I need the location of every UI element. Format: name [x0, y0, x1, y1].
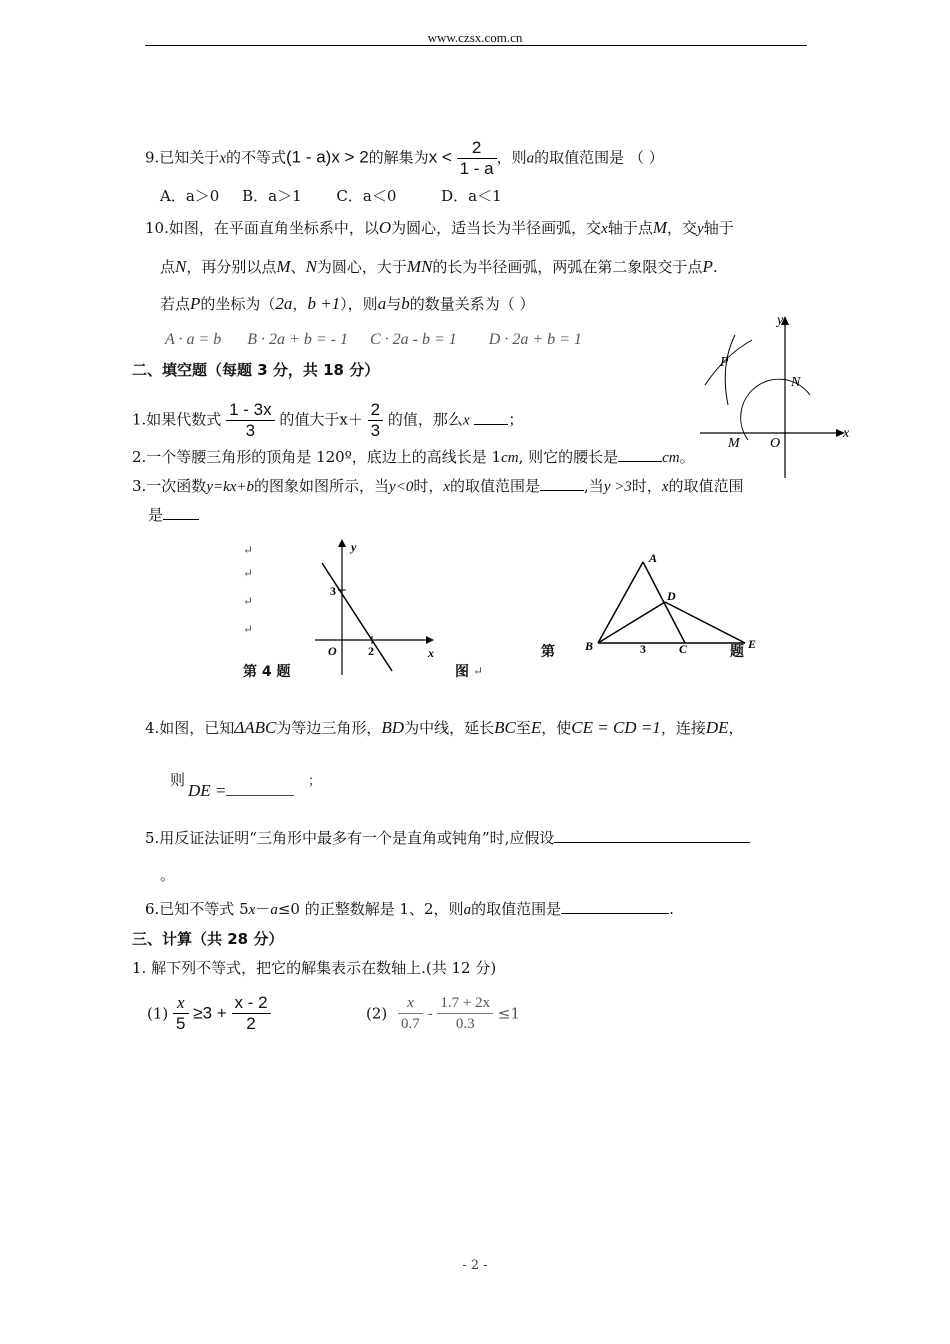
q9-var: a: [526, 150, 535, 167]
q10-line3: 若点P的坐标为（2a，b +1），则a与b的数量关系为（ ）: [160, 294, 535, 313]
fill-5: 5.用反证法证明“三角形中最多有一个是直角或钝角”时,应假设: [145, 828, 750, 848]
q10-option-b: B · 2a + b = - 1: [247, 331, 348, 348]
side-ab: [598, 562, 643, 643]
fig10-n-label: N: [791, 375, 801, 390]
return-mark: ↵: [243, 622, 254, 636]
q9-text: 9.已知关于: [145, 148, 220, 167]
q10-line2: 点N，再分别以点M、N为圆心，大于MN的长为半径画弧，两弧在第二象限交于点P.: [160, 257, 718, 276]
q9-text: ，则: [496, 148, 527, 167]
fig10-m-label: M: [728, 436, 740, 451]
tri-caption-b: 题: [730, 644, 744, 660]
q10-figure: [690, 310, 860, 480]
q9-option-a: A．a＞0: [160, 187, 220, 205]
segment-de: [665, 602, 745, 643]
q10-option-c: C · 2a - b = 1: [369, 331, 457, 348]
graph-y-label: y: [351, 540, 357, 554]
tri-label-a: A: [649, 551, 658, 565]
calc-1-text: 1. 解下列不等式，把它的解集表示在数轴上.(共 12 分): [132, 959, 497, 977]
return-mark: ↵: [243, 594, 254, 608]
q9-inequality: (1 - a)x > 2: [286, 147, 369, 167]
tri-caption-a: 第: [541, 644, 555, 660]
calc-1-p1-frac-2: $\frac{x - 2}{2}$: [232, 993, 271, 1034]
q9-option-b: B．a＞1: [242, 187, 302, 205]
arc-from-m: [725, 335, 735, 405]
fill-4-blank[interactable]: [226, 781, 294, 796]
q9-text: 的取值范围是 （ ）: [534, 148, 664, 167]
q9-text: 的不等式: [225, 148, 286, 167]
fill-5-blank[interactable]: [554, 828, 750, 843]
graph-x-arrow: [426, 636, 434, 644]
tri-label-b: B: [585, 639, 594, 653]
calc-1-p2-frac-2: $\frac{1.7 + 2x}{0.3}$: [437, 993, 493, 1034]
fill-3-blank-1[interactable]: [540, 476, 584, 491]
fig10-p-label: P: [720, 355, 729, 370]
tri-label-c: C: [679, 642, 688, 656]
calc-1-problem-1: (1) $\frac{x}{5}$ ≥3 + $\frac{x - 2}{2}$: [147, 993, 271, 1034]
fill-1-blank[interactable]: [474, 410, 508, 425]
q10-options: [165, 330, 582, 350]
q9-solution: x <: [428, 147, 452, 167]
fill-5-end: 。: [160, 866, 176, 884]
q9-text: 的解集为: [368, 148, 429, 167]
q9-options: [160, 186, 502, 206]
q10-line1: 10.如图，在平面直角坐标系中，以O为圆心，适当长为半径画弧，交x轴于点M，交y轴于: [145, 218, 734, 237]
linear-graph: [300, 535, 445, 680]
section-2-title: 二、填空题（每题 3 分，共 18 分）: [132, 361, 380, 379]
graph-caption: 第 4 题: [243, 664, 291, 680]
graph-x-label: x: [428, 646, 434, 660]
fig10-x-label: x: [843, 426, 850, 441]
page-number: - 2 -: [462, 1258, 488, 1273]
calc-1-p2-frac-1: $\frac{x}{0.7}$: [398, 993, 423, 1034]
return-mark: ↵: [473, 664, 484, 678]
q9-fraction: $\frac{2}{1 - a}$: [457, 138, 497, 179]
graph-2-label: 2: [368, 644, 374, 658]
fill-6-blank[interactable]: [561, 899, 669, 914]
header-rule: [145, 45, 807, 46]
return-mark: ↵: [243, 543, 254, 557]
tri-label-3: 3: [640, 642, 646, 656]
fill-3: 3.一次函数y=kx+b的图象如图所示，当y<0时，x的取值范围是 ,当y >3时，x的取值范围: [132, 477, 744, 495]
graph-caption-2: 图: [455, 664, 469, 680]
fill-2-blank[interactable]: [618, 447, 662, 462]
q10-option-a: A · a = b: [165, 331, 222, 348]
fig10-o-label: O: [770, 436, 781, 451]
fill-3-cont: 是: [148, 505, 199, 525]
fill-1: 1.如果代数式 $\frac{1 - 3x}{3}$ 的值大于x＋ $\frac{2}{3}$ 的值，那么x ；: [132, 400, 524, 440]
graph-o-label: O: [328, 644, 337, 658]
fig10-y-label: y: [777, 313, 784, 328]
tri-label-d: D: [667, 589, 676, 603]
tri-label-e: E: [748, 637, 757, 651]
header-url: www.czsx.com.cn: [427, 30, 523, 45]
fill-4-semicolon: ；: [308, 774, 322, 789]
calc-1-p1-frac-1: $\frac{x}{5}$: [173, 993, 188, 1034]
q9-line: [145, 138, 664, 179]
fill-4: 4.如图，已知ΔABC为等边三角形，BD为中线，延长BC至E，使CE = CD =1，连接DE，: [145, 718, 744, 737]
graph-3-label: 3: [330, 584, 336, 598]
q9-option-d: D．a＜1: [441, 187, 502, 205]
section-3-title: 三、计算（共 28 分）: [132, 930, 284, 948]
calc-1-problem-2: (2) $\frac{x}{0.7}$ - $\frac{1.7 + 2x}{0.3}$ ≤1: [366, 995, 521, 1032]
fill-2: 2.一个等腰三角形的顶角是 120º，底边上的高线长是 1cm, 则它的腰长是 cm。: [132, 448, 695, 466]
q9-var: x: [219, 150, 226, 167]
q10-option-d: D · 2a + b = 1: [488, 331, 582, 348]
fill-1-fraction-2: $\frac{2}{3}$: [368, 400, 383, 441]
fill-4-then: 则: [170, 771, 186, 789]
fill-4-answer: DE =: [188, 781, 294, 801]
fill-6: 6.已知不等式 5x－a≤0 的正整数解是 1、2，则a的取值范围是 .: [145, 900, 674, 918]
fill-1-fraction: $\frac{1 - 3x}{3}$: [226, 400, 275, 441]
return-mark: ↵: [243, 566, 254, 580]
fill-3-blank-2[interactable]: [163, 505, 199, 520]
segment-bd: [598, 602, 665, 643]
q9-option-c: C．a＜0: [336, 187, 397, 205]
graph-y-arrow: [338, 539, 346, 547]
